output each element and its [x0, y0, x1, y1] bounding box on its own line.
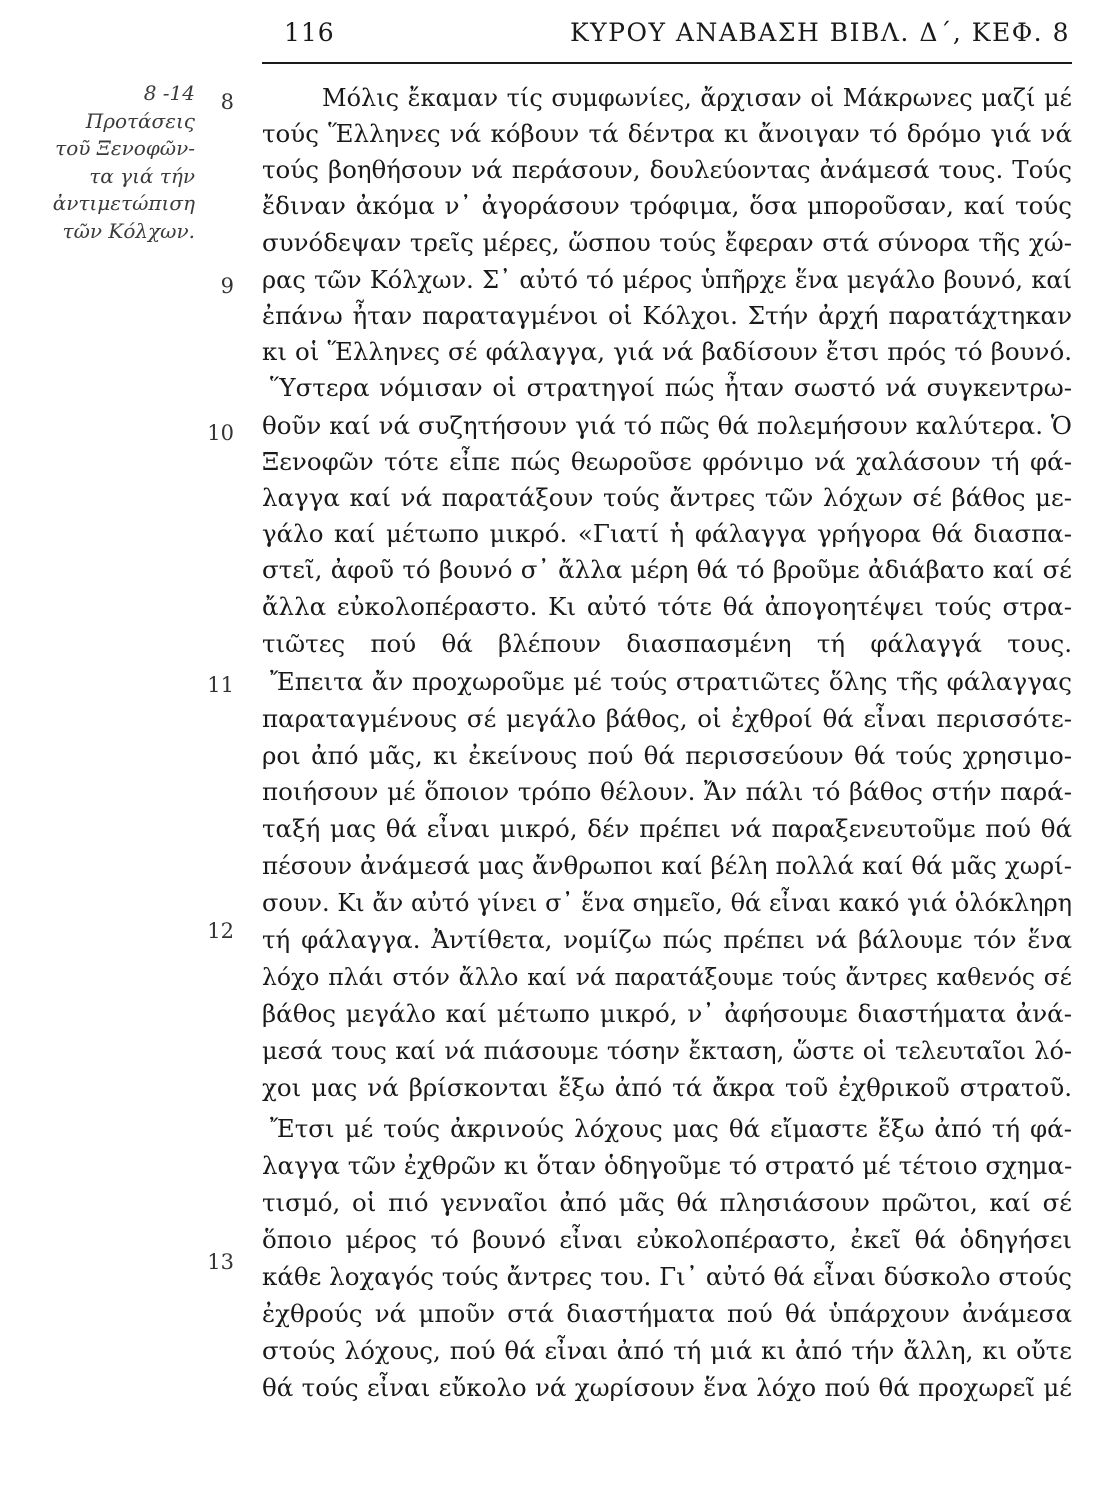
text-line: χοι μας νά βρίσκονται ἔξω ἀπό τά ἄκρα τοῦ ἐχθρικοῦ στρατοῦ.: [262, 1073, 1072, 1102]
margin-note-line: 8 -14: [143, 81, 195, 105]
margin-note-line: Προτάσεις: [85, 108, 195, 133]
text-line: Ὕστερα νόμισαν οἱ στρατηγοί πώς ἦταν σωστό νά συγκεντρω-: [270, 373, 1072, 402]
margin-note-line: τα γιά τήν: [89, 163, 195, 188]
text-line: Ἔτσι μέ τούς ἀκρινούς λόχους μας θά εἴμαστε ἔξω ἀπό τή φά-: [270, 1114, 1072, 1143]
text-line: θά τούς εἶναι εὔκολο νά χωρίσουν ἕνα λόχο πού θά προχωρεῖ μέ: [262, 1373, 1072, 1402]
page-number: 116: [284, 18, 335, 47]
text-line: ἐπάνω ἦταν παραταγμένοι οἱ Κόλχοι. Στήν ἀρχή παρατάχτηκαν: [262, 301, 1072, 330]
text-line: κάθε λοχαγός τούς ἄντρες του. Γι᾽ αὐτό θά εἶναι δύσκολο στούς: [262, 1262, 1072, 1291]
text-line: παραταγμένους σέ μεγάλο βάθος, οἱ ἐχθροί θά εἶναι περισσότε-: [262, 704, 1072, 733]
verse-number: 12: [207, 919, 234, 943]
text-line: στεῖ, ἀφοῦ τό βουνό σ᾽ ἄλλα μέρη θά τό βροῦμε ἀδιάβατο καί σέ: [262, 555, 1072, 584]
text-line: βάθος μεγάλο καί μέτωπο μικρό, ν᾽ ἀφήσουμε διαστήματα ἀνά-: [262, 999, 1072, 1028]
margin-note-line: τοῦ Ξενοφῶν-: [55, 136, 195, 160]
text-line: σουν. Κι ἄν αὐτό γίνει σ᾽ ἕνα σημεῖο, θά εἶναι κακό γιά ὁλόκληρη: [262, 889, 1072, 917]
text-line: θοῦν καί νά συζητήσουν γιά τό πῶς θά πολεμήσουν καλύτερα. Ὁ: [262, 411, 1072, 440]
text-line: Ἔπειτα ἄν προχωροῦμε μέ τούς στρατιῶτες ὅλης τῆς φάλαγγας: [270, 667, 1072, 696]
verse-number: 8: [220, 90, 234, 114]
margin-note: [30, 80, 195, 245]
header-rule: [262, 62, 1072, 64]
verse-number: 13: [207, 1250, 234, 1274]
text-line: κι οἱ Ἕλληνες σέ φάλαγγα, γιά νά βαδίσουν ἔτσι πρός τό βουνό.: [262, 337, 1072, 366]
text-line: πέσουν ἀνάμεσά μας ἄνθρωποι καί βέλη πολλά καί θά μᾶς χωρί-: [262, 851, 1072, 880]
text-line: Ξενοφῶν τότε εἶπε πώς θεωροῦσε φρόνιμο νά χαλάσουν τή φά-: [262, 447, 1072, 476]
text-line: ἐχθρούς νά μποῦν στά διαστήματα πού θά ὑπάρχουν ἀνάμεσα: [262, 1299, 1072, 1328]
verse-number: 11: [207, 673, 234, 697]
text-line: λόχο πλάι στόν ἄλλο καί νά παρατάξουμε τούς ἄντρες καθενός σέ: [262, 963, 1072, 991]
text-line: ταξή μας θά εἶναι μικρό, δέν πρέπει νά παραξενευτοῦμε πού θά: [262, 814, 1072, 843]
text-line: τισμό, οἱ πιό γενναῖοι ἀπό μᾶς θά πλησιάσουν πρῶτοι, καί σέ: [262, 1188, 1072, 1217]
text-line: τούς Ἕλληνες νά κόβουν τά δέντρα κι ἄνοιγαν τό δρόμο γιά νά: [262, 119, 1072, 148]
running-header: [262, 18, 1072, 62]
running-title: ΚΥΡΟΥ ΑΝΑΒΑΣΗ ΒΙΒΛ. Δ΄, ΚΕΦ. 8: [569, 18, 1070, 47]
verse-number: 9: [220, 274, 234, 298]
text-line: συνόδεψαν τρεῖς μέρες, ὥσπου τούς ἔφεραν στά σύνορα τῆς χώ-: [262, 228, 1072, 257]
text-line: Μόλις ἔκαμαν τίς συμφωνίες, ἄρχισαν οἱ Μάκρωνες μαζί μέ: [322, 84, 1072, 112]
text-line: λαγγα καί νά παρατάξουν τούς ἄντρες τῶν λόχων σέ βάθος με-: [262, 483, 1072, 512]
text-line: ροι ἀπό μᾶς, κι ἐκείνους πού θά περισσεύουν θά τούς χρησιμο-: [262, 741, 1072, 770]
text-line: γάλο καί μέτωπο μικρό. «Γιατί ἡ φάλαγγα γρήγορα θά διασπα-: [262, 519, 1072, 548]
text-line: ἄλλα εὐκολοπέραστο. Κι αὐτό τότε θά ἀπογοητέψει τούς στρα-: [262, 592, 1072, 621]
text-line: ἔδιναν ἀκόμα ν᾽ ἀγοράσουν τρόφιμα, ὅσα μποροῦσαν, καί τούς: [262, 191, 1072, 220]
text-line: μεσά τους καί νά πιάσουμε τόσην ἔκταση, ὥστε οἱ τελευταῖοι λό-: [262, 1037, 1072, 1065]
text-line: λαγγα τῶν ἐχθρῶν κι ὅταν ὁδηγοῦμε τό στρατό μέ τέτοιο σχημα-: [262, 1151, 1073, 1180]
text-line: ρας τῶν Κόλχων. Σ᾽ αὐτό τό μέρος ὑπῆρχε ἕνα μεγάλο βουνό, καί: [262, 266, 1072, 294]
text-line: τιῶτες πού θά βλέπουν διασπασμένη τή φάλαγγά τους.: [262, 629, 1072, 658]
text-line: ὅποιο μέρος τό βουνό εἶναι εὐκολοπέραστο, ἐκεῖ θά ὁδηγήσει: [262, 1225, 1072, 1254]
text-line: ποιήσουν μέ ὅποιον τρόπο θέλουν. Ἄν πάλι τό βάθος στήν παρά-: [262, 777, 1072, 806]
text-line: τούς βοηθήσουν νά περάσουν, δουλεύοντας ἀνάμεσά τους. Τούς: [262, 155, 1072, 184]
margin-note-line: ἀντιμετώπιση: [52, 191, 195, 215]
text-line: στούς λόχους, πού θά εἶναι ἀπό τή μιά κι ἀπό τήν ἄλλη, κι οὔτε: [262, 1336, 1072, 1365]
margin-note-line: τῶν Κόλχων.: [62, 218, 195, 243]
verse-number: 10: [207, 421, 234, 445]
text-line: τή φάλαγγα. Ἀντίθετα, νομίζω πώς πρέπει νά βάλουμε τόν ἕνα: [262, 925, 1072, 954]
